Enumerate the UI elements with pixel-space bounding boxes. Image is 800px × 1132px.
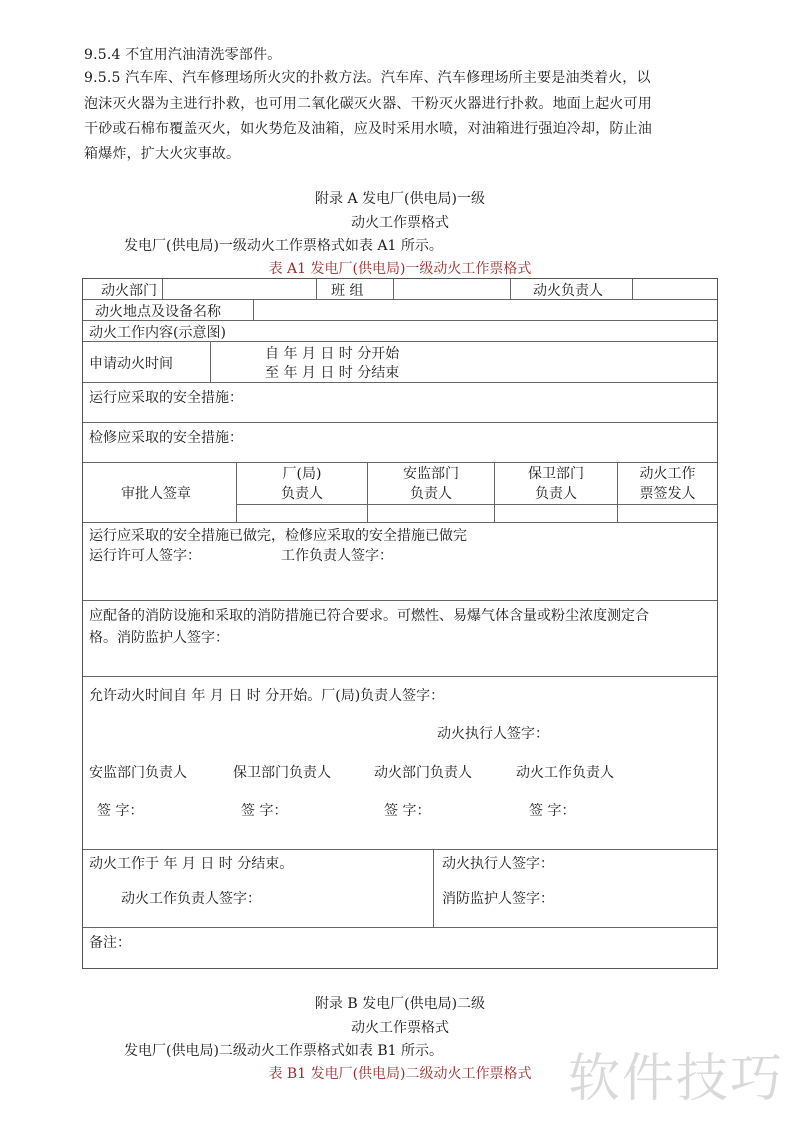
work-leader-end-sign: 动火工作负责人签字：	[121, 891, 261, 907]
appendix-b-description: 发电厂(供电局)二级动火工作票格式如表 B1 所示。	[124, 1043, 444, 1059]
fire-protection-text: 应配备的消防设施和采取的消防措施已符合要求。可燃性、易爆气体含量或粉尘浓度测定合	[89, 608, 649, 624]
table-b1-caption: 表 B1 发电厂(供电局)二级动火工作票格式	[268, 1066, 532, 1082]
approver-security-sign[interactable]	[495, 504, 617, 522]
appendix-a-title-line1: 附录 A 发电厂(供电局)一级	[315, 191, 485, 207]
fire-leader-label: 动火负责人	[533, 283, 603, 299]
row-work-end	[83, 850, 717, 928]
allow-time-text: 允许动火时间自 年 月 日 时 分开始。厂(局)负责人签字：	[89, 688, 445, 704]
clause-9-5-5-line2: 泡沫灭火器为主进行扑救，也可用二氧化碳灭火器、干粉灭火器进行扑救。地面上起火可用	[84, 96, 652, 112]
operation-safety-label: 运行应采取的安全措施：	[89, 390, 243, 406]
sign-label-4: 签 字：	[529, 803, 576, 819]
executor-end-sign: 动火执行人签字：	[442, 856, 554, 872]
dept-field[interactable]	[162, 279, 316, 299]
approver-safety-sign[interactable]	[368, 504, 494, 522]
maintenance-safety-label: 检修应采取的安全措施：	[89, 430, 243, 446]
row-department	[83, 279, 717, 300]
row-operation-safety[interactable]	[83, 383, 717, 423]
work-end-right[interactable]	[433, 850, 717, 927]
work-end-left[interactable]	[83, 850, 433, 927]
approver-issuer-sign[interactable]	[618, 504, 717, 522]
row-allow-time[interactable]	[83, 677, 717, 850]
remarks-label: 备注：	[89, 935, 131, 951]
safety-done-text: 运行应采取的安全措施已做完，检修应采取的安全措施已做完	[89, 528, 467, 544]
approver-plant-line1: 厂(局)	[282, 466, 322, 482]
role-security-dept: 保卫部门负责人	[233, 765, 331, 781]
approver-issuer	[617, 463, 717, 522]
approver-safety	[367, 463, 494, 522]
guardian-end-sign: 消防监护人签字：	[442, 891, 554, 907]
table-a1-caption: 表 A1 发电厂(供电局)一级动火工作票格式	[268, 261, 532, 277]
role-safety-dept: 安监部门负责人	[89, 765, 187, 781]
row-apply-time	[83, 342, 717, 383]
role-fire-work-leader: 动火工作负责人	[516, 765, 614, 781]
appendix-a-description: 发电厂(供电局)一级动火工作票格式如表 A1 所示。	[124, 238, 443, 254]
appendix-a-title-line2: 动火工作票格式	[351, 215, 449, 231]
apply-time-field[interactable]	[210, 342, 717, 382]
clause-9-5-5-line3: 干砂或石棉布覆盖灭火，如火势危及油箱，应及时采用水喷，对油箱进行强迫冷却，防止油	[84, 121, 652, 137]
row-approvers	[83, 463, 717, 523]
work-content-label: 动火工作内容(示意图)	[89, 325, 226, 341]
apply-time-label: 申请动火时间	[89, 356, 173, 372]
fire-guardian-sign-label: 格。消防监护人签字：	[89, 630, 229, 646]
watermark: 软件技巧	[568, 1049, 785, 1109]
row-location	[83, 300, 717, 321]
appendix-b-title-line2: 动火工作票格式	[351, 1020, 449, 1036]
location-field[interactable]	[253, 300, 717, 320]
work-end-text: 动火工作于 年 月 日 时 分结束。	[89, 856, 294, 872]
sign-label-3: 签 字：	[384, 803, 431, 819]
fire-leader-field[interactable]	[632, 279, 717, 299]
row-maintenance-safety[interactable]	[83, 423, 717, 463]
clause-9-5-5-line1: 9.5.5 汽车库、汽车修理场所火灾的扑救方法。汽车库、汽车修理场所主要是油类着火，以	[84, 70, 651, 86]
approver-safety-line2: 负责人	[410, 486, 452, 502]
location-label: 动火地点及设备名称	[95, 304, 221, 320]
clause-9-5-5-line4: 箱爆炸，扩大火灾事故。	[84, 146, 241, 162]
approver-security	[494, 463, 617, 522]
approver-issuer-line1: 动火工作	[639, 466, 696, 482]
executor-sign-label: 动火执行人签字：	[437, 726, 549, 742]
approver-plant	[236, 463, 367, 522]
work-leader-sign-label: 工作负责人签字：	[281, 548, 393, 564]
table-a1	[82, 278, 718, 969]
permit-sign-label: 运行许可人签字：	[89, 548, 201, 564]
team-label: 班 组	[331, 283, 364, 299]
appendix-b-title-line1: 附录 B 发电厂(供电局)二级	[314, 996, 486, 1012]
team-field[interactable]	[393, 279, 510, 299]
sign-label-1: 签 字：	[97, 803, 144, 819]
clause-9-5-4: 9.5.4 不宜用汽油清洗零部件。	[84, 47, 282, 63]
approver-label: 审批人签章	[121, 486, 191, 502]
row-work-content	[83, 321, 717, 342]
approver-issuer-line2: 票签发人	[639, 486, 696, 502]
row-remarks[interactable]	[83, 928, 717, 968]
dept-label: 动火部门	[101, 283, 157, 299]
approver-plant-line2: 负责人	[281, 486, 323, 502]
role-fire-dept: 动火部门负责人	[374, 765, 472, 781]
apply-time-to: 至 年 月 日 时 分结束	[265, 365, 400, 381]
row-fire-protection[interactable]	[83, 601, 717, 677]
approver-security-line2: 负责人	[535, 486, 577, 502]
approver-plant-sign[interactable]	[237, 504, 367, 522]
team-label-cell	[316, 279, 393, 299]
sign-label-2: 签 字：	[241, 803, 288, 819]
leader-label-cell	[510, 279, 632, 299]
approver-security-line1: 保卫部门	[528, 466, 584, 482]
approver-safety-line1: 安监部门	[403, 466, 459, 482]
apply-time-from: 自 年 月 日 时 分开始	[265, 346, 400, 362]
row-safety-done[interactable]	[83, 523, 717, 601]
